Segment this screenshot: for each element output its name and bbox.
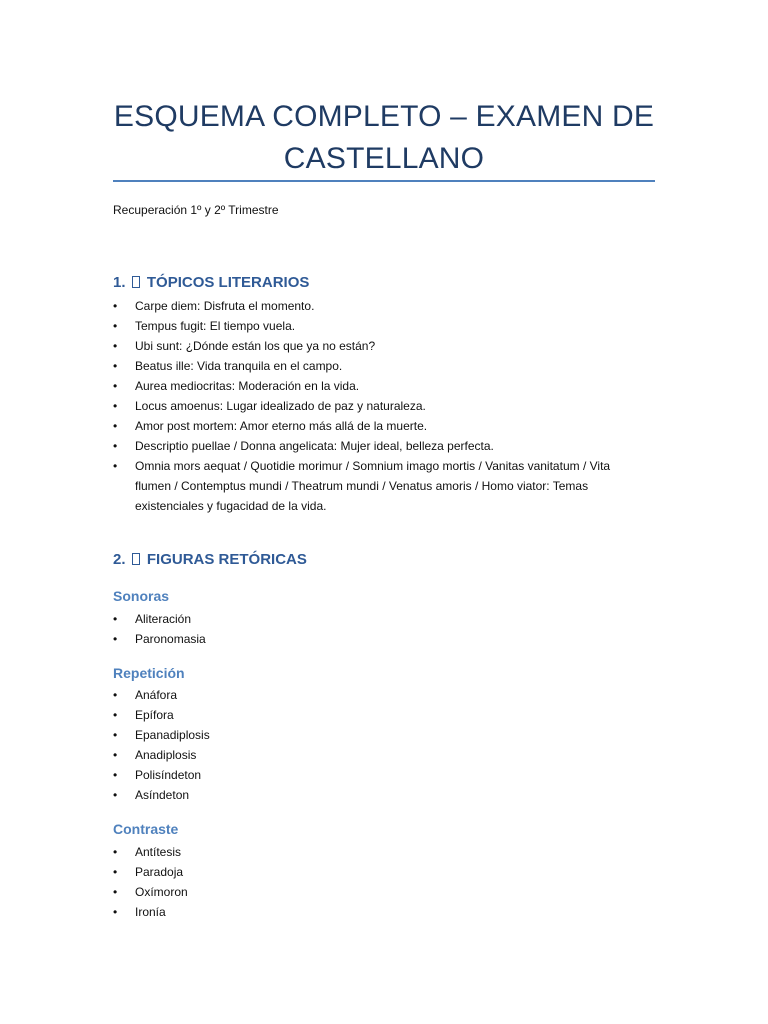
list-item: • Locus amoenus: Lugar idealizado de paz y naturaleza. [113, 396, 653, 416]
list-item: • Paradoja [113, 862, 653, 882]
list-item: • Aurea mediocritas: Moderación en la vida. [113, 376, 653, 396]
list-item: • Tempus fugit: El tiempo vuela. [113, 316, 653, 336]
list-item: • Epífora [113, 705, 653, 725]
list-item: • Polisíndeton [113, 765, 653, 785]
list-item: • Antítesis [113, 842, 653, 862]
list-item: • Anadiplosis [113, 745, 653, 765]
missing-glyph-icon [132, 276, 140, 288]
title-line-1: ESQUEMA COMPLETO – EXAMEN DE [113, 100, 655, 133]
list-item: • Epanadiplosis [113, 725, 653, 745]
subheading-sonoras: Sonoras [113, 588, 170, 604]
list-item: • Ubi sunt: ¿Dónde están los que ya no están? [113, 336, 653, 356]
list-item: • Asíndeton [113, 785, 653, 805]
list-item: • Ironía [113, 902, 653, 922]
subheading-contraste: Contraste [113, 821, 179, 837]
sonoras-list [113, 609, 653, 649]
list-item: • Carpe diem: Disfruta el momento. [113, 296, 653, 316]
section-2-title: FIGURAS RETÓRICAS [146, 551, 307, 568]
list-item: • Descriptio puellae / Donna angelicata: Mujer ideal, belleza perfecta. [113, 436, 653, 456]
missing-glyph-icon [132, 553, 140, 565]
section-1-heading [113, 273, 309, 293]
title-underline [113, 180, 655, 182]
subheading-repeticion: Repetición [113, 665, 185, 681]
contraste-list [113, 842, 653, 922]
list-item: • Anáfora [113, 685, 653, 705]
section-1-number: 1. [113, 274, 126, 291]
repeticion-list [113, 685, 653, 805]
section-2-heading [113, 550, 307, 570]
list-item: • Omnia mors aequat / Quotidie morimur / Somnium imago mortis / Vanitas vanitatum / Vita flumen / Contemptus mundi / Theatrum mundi / Venatus amoris / Homo viator: Temas existenciales y fugacidad de la vida. [113, 456, 653, 516]
list-item: • Amor post mortem: Amor eterno más allá de la muerte. [113, 416, 653, 436]
section-1-title: TÓPICOS LITERARIOS [146, 274, 310, 291]
document-title [113, 96, 655, 180]
title-line-2: CASTELLANO [283, 142, 485, 175]
list-item: • Aliteración [113, 609, 653, 629]
list-item: • Beatus ille: Vida tranquila en el campo. [113, 356, 653, 376]
section-1-list [113, 296, 653, 516]
document-subtitle: Recuperación 1º y 2º Trimestre [113, 203, 279, 217]
list-item: • Oxímoron [113, 882, 653, 902]
list-item: • Paronomasia [113, 629, 653, 649]
section-2-number: 2. [113, 551, 126, 568]
